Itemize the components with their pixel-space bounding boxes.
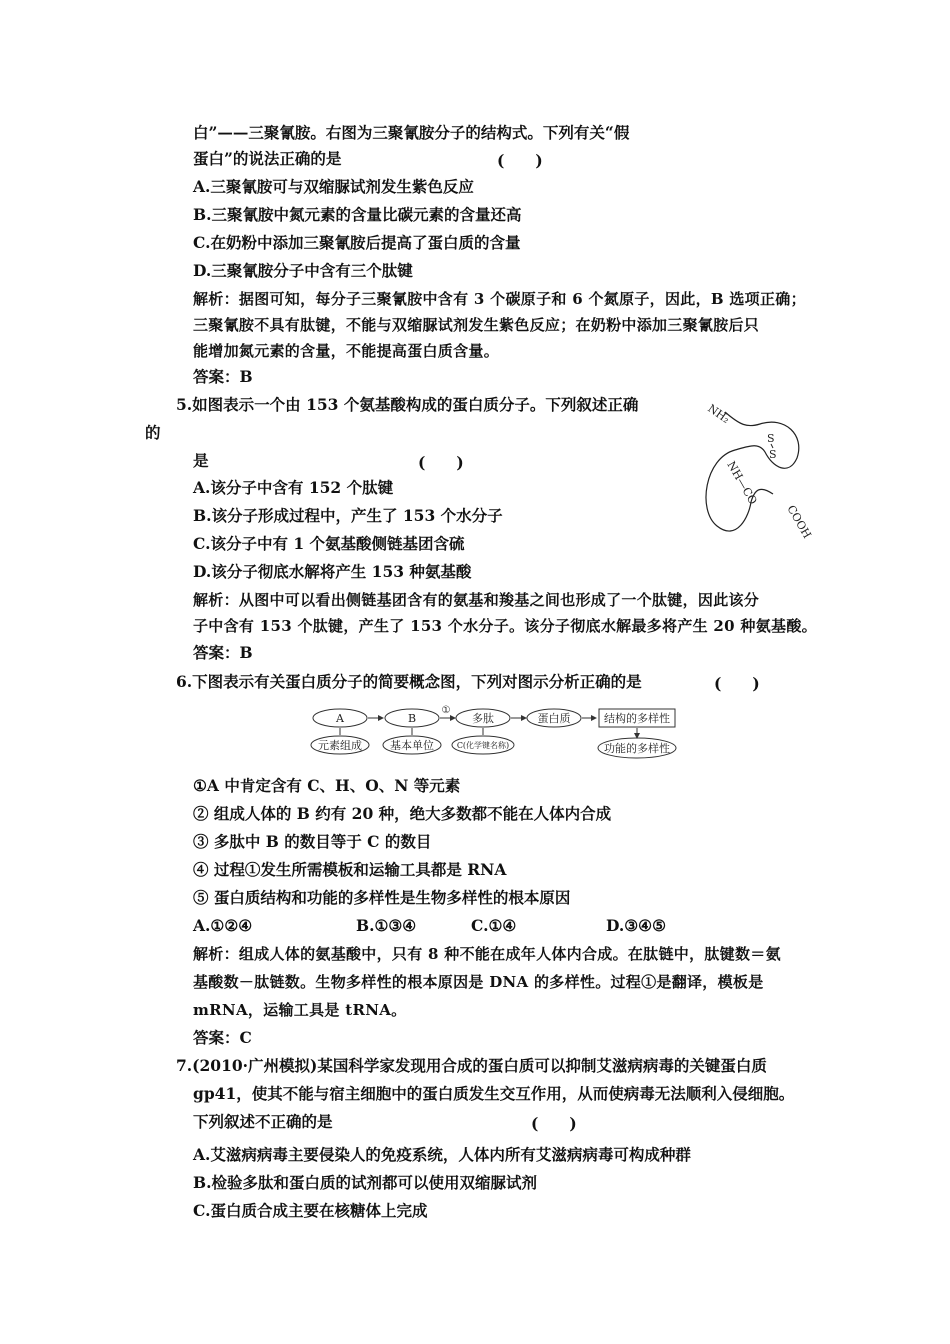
q6-item-5: ⑤ 蛋白质结构和功能的多样性是生物多样性的根本原因 <box>193 888 571 907</box>
q6-analysis-line-1: 解析：组成人体的氨基酸中，只有 8 种不能在成年人体内合成。在肽链中，肽键数＝氨 <box>193 945 781 963</box>
process-1-label: ① <box>441 705 451 716</box>
q5-answer-paren: ( ) <box>418 453 464 472</box>
peptide-bond-label: NH—CO <box>724 459 760 507</box>
q6-item-2: ② 组成人体的 B 约有 20 种，绝大多数都不能在人体内合成 <box>193 804 612 823</box>
q5-analysis-line-2: 子中含有 153 个肽键，产生了 153 个水分子。该分子彻底水解最多将产生 20 种氨基酸。 <box>193 617 817 635</box>
q6-stem: 6.下图表示有关蛋白质分子的简要概念图，下列对图示分析正确的是 <box>176 672 642 691</box>
q6-answer-paren: ( ) <box>714 674 760 693</box>
q4-option-c: C.在奶粉中添加三聚氰胺后提高了蛋白质的含量 <box>193 233 521 252</box>
svg-text:功能的多样性: 功能的多样性 <box>604 742 670 755</box>
q6-analysis-line-3: mRNA，运输工具是 tRNA。 <box>193 1001 407 1019</box>
q4-option-a: A.三聚氰胺可与双缩脲试剂发生紫色反应 <box>193 177 474 196</box>
q4-answer-paren: ( ) <box>497 151 543 170</box>
q7-option-a: A.艾滋病病毒主要侵染人的免疫系统，人体内所有艾滋病病毒可构成种群 <box>193 1145 691 1164</box>
nh2-label: NH₂ <box>705 401 733 427</box>
q6-item-3: ③ 多肽中 B 的数目等于 C 的数目 <box>193 832 432 851</box>
q7-answer-paren: ( ) <box>531 1114 577 1133</box>
svg-text:多肽: 多肽 <box>472 712 494 725</box>
q5-option-a: A.该分子中含有 152 个肽键 <box>193 478 394 497</box>
q5-stem-line-1: 5.如图表示一个由 153 个氨基酸构成的蛋白质分子。下列叙述正确 <box>176 395 639 414</box>
q4-answer: 答案：B <box>193 367 253 386</box>
q6-item-4: ④ 过程①发生所需模板和运输工具都是 RNA <box>193 860 507 879</box>
svg-text:蛋白质: 蛋白质 <box>537 712 571 725</box>
q6-analysis-line-2: 基酸数－肽链数。生物多样性的根本原因是 DNA 的多样性。过程①是翻译，模板是 <box>193 973 764 991</box>
q4-option-b: B.三聚氰胺中氮元素的含量比碳元素的含量还高 <box>193 205 522 224</box>
q4-stem-line-2: 蛋白”的说法正确的是 <box>193 149 342 168</box>
q7-stem-line-3: 下列叙述不正确的是 <box>193 1112 333 1131</box>
q5-analysis-line-1: 解析：从图中可以看出侧链基团含有的氨基和羧基之间也形成了一个肽键，因此该分 <box>193 591 760 609</box>
q5-option-b: B.该分子形成过程中，产生了 153 个水分子 <box>193 506 503 525</box>
svg-text:C(化学键名称): C(化学键名称) <box>456 741 510 750</box>
svg-text:基本单位: 基本单位 <box>390 739 434 752</box>
q7-option-b: B.检验多肽和蛋白质的试剂都可以使用双缩脲试剂 <box>193 1173 537 1192</box>
svg-text:元素组成: 元素组成 <box>318 739 362 752</box>
q6-item-1: ①A 中肯定含有 C、H、O、N 等元素 <box>193 776 461 795</box>
q4-stem-line-1: 白”——三聚氰胺。右图为三聚氰胺分子的结构式。下列有关“假 <box>193 123 630 142</box>
q4-option-d: D.三聚氰胺分子中含有三个肽键 <box>193 261 413 280</box>
q6-option-c: C.①④ <box>471 916 517 935</box>
q5-answer: 答案：B <box>193 643 253 662</box>
svg-text:A: A <box>336 712 344 725</box>
q4-analysis-line-2: 三聚氰胺不具有肽键，不能与双缩脲试剂发生紫色反应；在奶粉中添加三聚氰胺后只 <box>193 316 760 334</box>
protein-chain-figure <box>685 390 825 550</box>
q4-analysis-line-1: 解析：据图可知，每分子三聚氰胺中含有 3 个碳原子和 6 个氮原子，因此，B 选项正确； <box>193 290 806 308</box>
q4-analysis-line-3: 能增加氮元素的含量，不能提高蛋白质含量。 <box>193 342 500 360</box>
svg-text:B: B <box>407 712 417 725</box>
q7-option-c: C.蛋白质合成主要在核糖体上完成 <box>193 1201 428 1220</box>
q5-option-d: D.该分子彻底水解将产生 153 种氨基酸 <box>193 562 472 581</box>
q5-stem-line-1b: 的 <box>145 423 161 442</box>
q7-stem-line-2: gp41，使其不能与宿主细胞中的蛋白质发生交互作用，从而使病毒无法顺利入侵细胞。 <box>193 1084 795 1103</box>
q5-stem-line-2: 是 <box>193 451 209 470</box>
q6-answer: 答案：C <box>193 1028 252 1047</box>
sulfur-label-1: S <box>767 432 775 445</box>
sulfur-label-2: S <box>769 448 777 461</box>
cooh-label: COOH <box>784 503 814 541</box>
q7-stem-line-1: 7.(2010·广州模拟)某国科学家发现用合成的蛋白质可以抑制艾滋病病毒的关键蛋白质 <box>176 1056 767 1075</box>
svg-text:结构的多样性: 结构的多样性 <box>604 712 670 725</box>
q6-option-d: D.③④⑤ <box>606 916 666 935</box>
q6-option-b: B.①③④ <box>356 916 417 935</box>
q6-option-a: A.①②④ <box>193 916 253 935</box>
protein-concept-diagram <box>308 703 688 763</box>
q5-option-c: C.该分子中有 1 个氨基酸侧链基团含硫 <box>193 534 465 553</box>
